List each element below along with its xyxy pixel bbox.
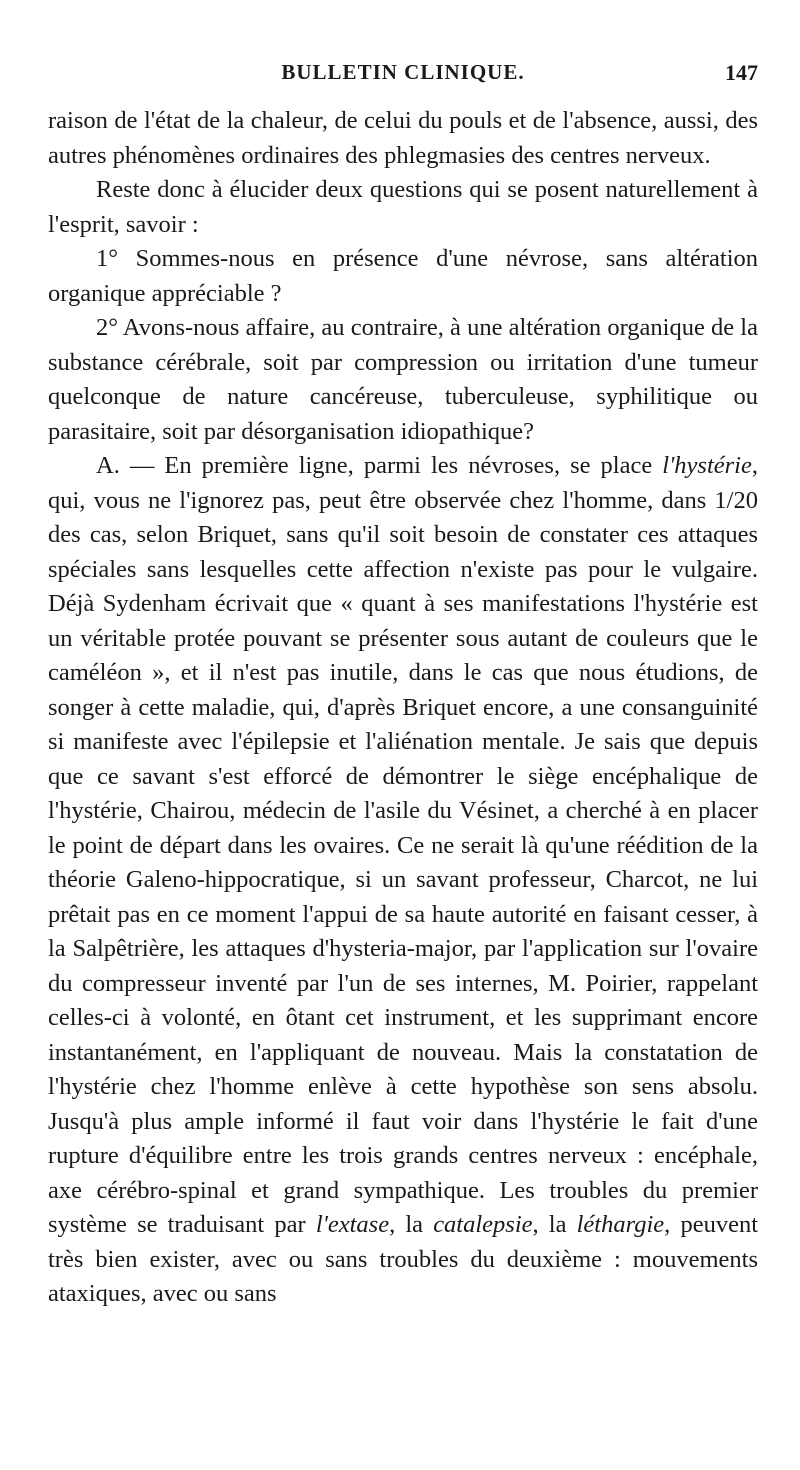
paragraph-continuation: raison de l'état de la chaleur, de celui du pouls et de l'absence, aussi, des autres phénomènes ordinaires des phlegmasies des centres nerveux. (48, 107, 758, 169)
paragraph-a-text-4: , peuvent très bien exister, avec ou sans troubles du deuxième : mouvements ataxiques, avec ou sans (48, 1211, 758, 1307)
paragraph-a-text-2: , la (389, 1211, 434, 1238)
paragraph-a-hysteria (48, 449, 758, 1312)
term-extase: l'extase (315, 1211, 390, 1238)
term-hysterie: l'hystérie (662, 452, 752, 479)
paragraph-a-lead: A. — En première ligne, parmi les névroses, se place (96, 452, 663, 479)
term-lethargie: léthargie (576, 1211, 665, 1238)
paragraph-questions-intro: Reste donc à élucider deux questions qui se posent naturellement à l'esprit, savoir : (48, 176, 758, 238)
page-number: 147 (725, 60, 758, 85)
paragraph-a-text-3: , la (532, 1211, 577, 1238)
page-header (48, 60, 758, 96)
paragraph-question-1: 1° Sommes-nous en présence d'une névrose, sans altération organique appréciable ? (48, 245, 758, 307)
paragraph-question-2: 2° Avons-nous affaire, au contraire, à une altération organique de la substance cérébrale, soit par compression ou irritation d'une tumeur quelconque de nature cancéreuse, tuberculeuse, syphilitique ou parasitaire, soit par désorganisation idiopathique? (48, 314, 758, 445)
running-head: BULLETIN CLINIQUE. (281, 60, 525, 84)
term-catalepsie: catalepsie (433, 1211, 533, 1238)
body-text (48, 104, 758, 1312)
paragraph-a-text-1: , qui, vous ne l'ignorez pas, peut être observée chez l'homme, dans 1/20 des cas, selon Briquet, sans qu'il soit besoin de constater ces attaques spéciales sans lesquelles cette affection n'existe pas pour le vulgaire. Déjà Sydenham écrivait que « quant à ses manifestations l'hystérie est un véritable protée pouvant se présenter sous autant de couleurs que le caméléon », et il n'est pas inutile, dans le cas que nous étudions, de songer à cette maladie, qui, d'après Briquet encore, a une consanguinité si manifeste avec l'épilepsie et l'aliénation mentale. Je sais que depuis que ce savant s'est efforcé de démontrer le siège encéphalique de l'hystérie, Chairou, médecin de l'asile du Vésinet, a cherché à en placer le point de départ dans les ovaires. Ce ne serait là qu'une réédition de la théorie Galeno-hippocratique, si un savant professeur, Charcot, ne lui prêtait pas en ce moment l'appui de sa haute autorité en faisant cesser, à la Salpêtrière, les attaques d'hysteria-major, par l'application sur l'ovaire du compresseur inventé par l'un de ses internes, M. Poirier, rappelant celles-ci à volonté, en ôtant cet instrument, et les supprimant encore instantanément, en l'appliquant de nouveau. Mais la constatation de l'hystérie chez l'homme enlève à cette hypothèse son sens absolu. Jusqu'à plus ample informé il faut voir dans l'hystérie le fait d'une rupture d'équilibre entre les trois grands centres nerveux : encéphale, axe cérébro-spinal et grand sympathique. Les troubles du premier système se traduisant par (48, 452, 758, 1238)
